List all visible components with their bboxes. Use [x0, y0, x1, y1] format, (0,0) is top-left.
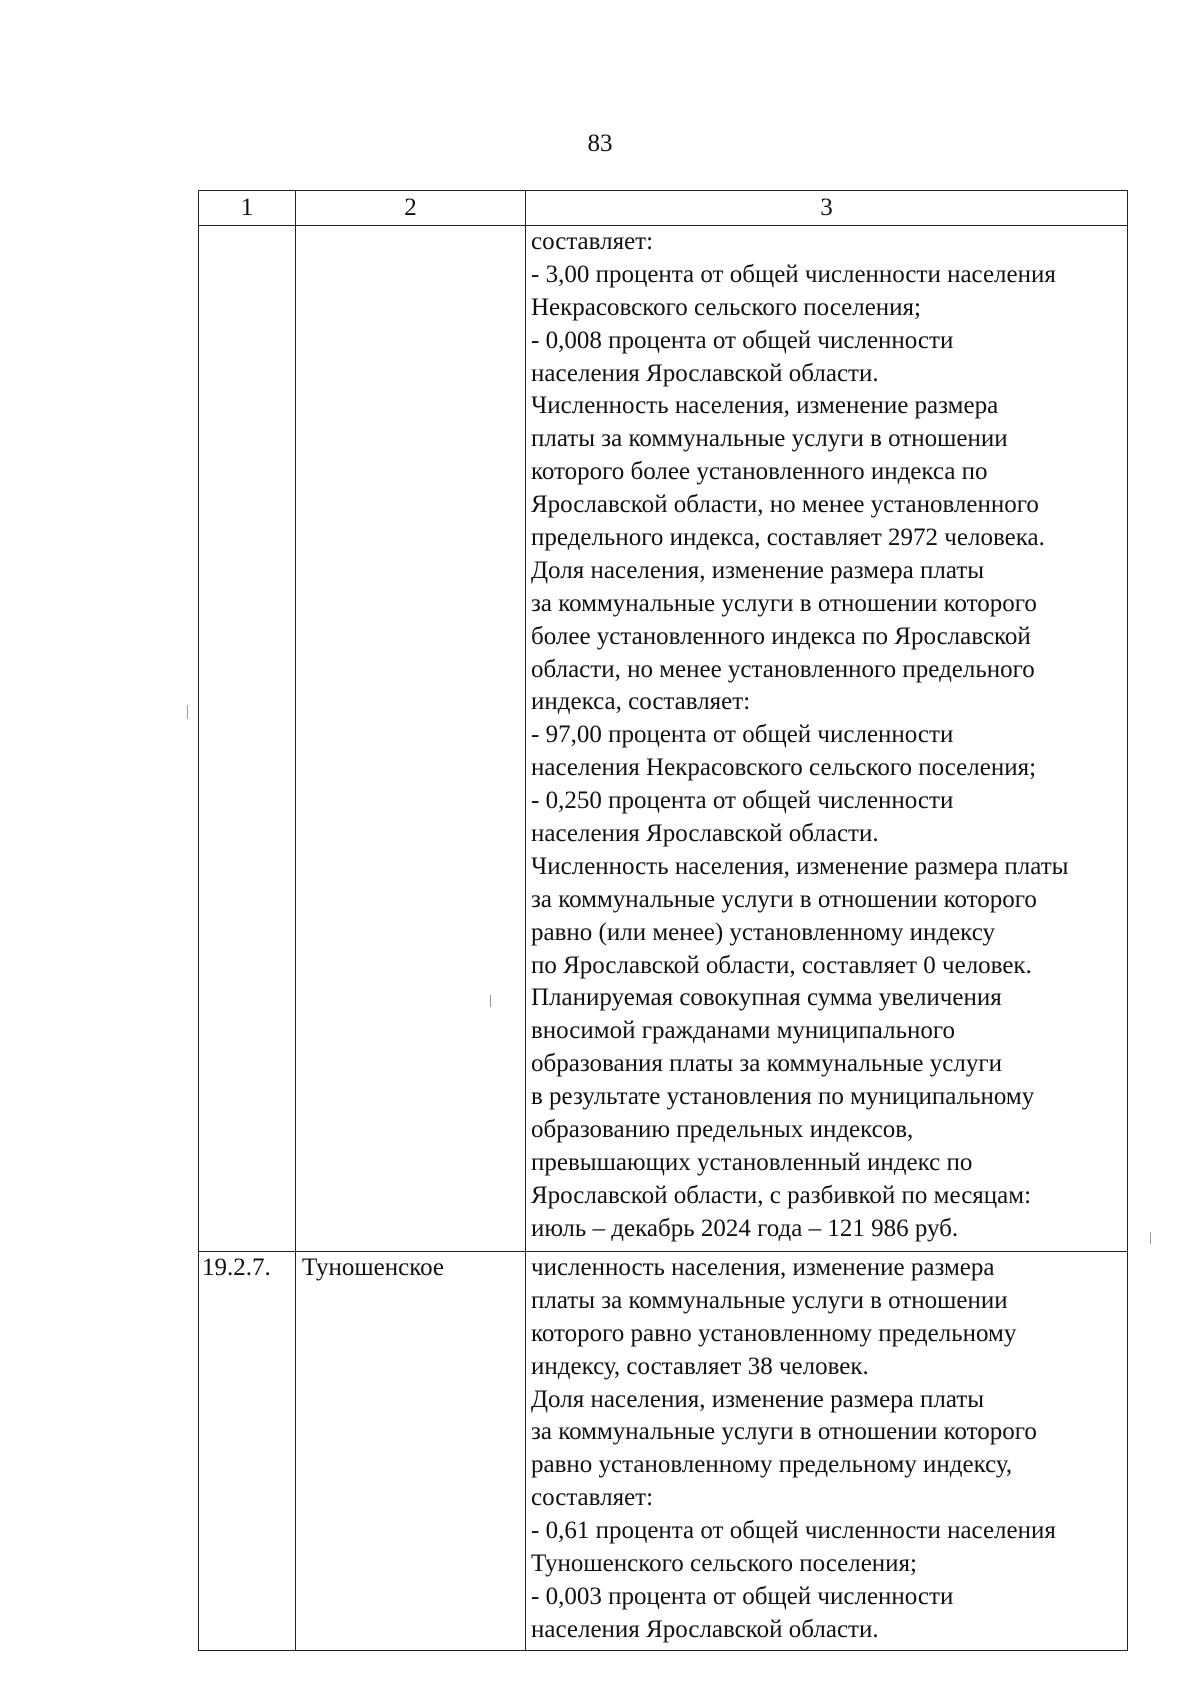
table-row: [199, 1252, 1128, 1651]
text-line: населения Ярославской области.: [531, 820, 879, 848]
text-line: превышающих установленный индекс по: [531, 1148, 973, 1176]
document-table: [198, 190, 1128, 1651]
scan-artifact-mark: [1150, 1232, 1151, 1244]
row-number-cell: [199, 226, 296, 1252]
row-number: 19.2.7.: [202, 1254, 271, 1281]
text-line: Численность населения, изменение размера платы: [531, 852, 1069, 880]
text-line: области, но менее установленного предельного: [531, 655, 1035, 683]
settlement-name: Туношенское: [302, 1254, 445, 1281]
text-line: за коммунальные услуги в отношении которого: [531, 589, 1037, 617]
text-line: Планируемая совокупная сумма увеличения: [531, 984, 1002, 1012]
text-line: составляет:: [531, 228, 654, 255]
text-line: населения Ярославской области.: [531, 359, 879, 387]
text-line: предельного индекса, составляет 2972 человека.: [531, 524, 1045, 552]
description-cell: [526, 226, 1128, 1252]
table-body: [199, 226, 1128, 1651]
text-line: июль – декабрь 2024 года – 121 986 руб.: [531, 1214, 959, 1242]
description-cell: [526, 1252, 1128, 1651]
scan-artifact-mark: [187, 705, 188, 719]
text-line: Некрасовского сельского поселения;: [531, 293, 922, 321]
description-text: [526, 1252, 1127, 1647]
text-line: платы за коммунальные услуги в отношении: [531, 425, 1008, 453]
text-line: образования платы за коммунальные услуги: [531, 1050, 1002, 1078]
description-text: [526, 226, 1127, 1246]
text-line: - 0,61 процента от общей численности населения: [531, 1517, 1056, 1545]
text-line: платы за коммунальные услуги в отношении: [531, 1286, 1008, 1314]
text-line: - 0,008 процента от общей численности: [531, 326, 954, 354]
text-line: которого более установленного индекса по: [531, 458, 988, 486]
text-line: Доля населения, изменение размера платы: [531, 556, 985, 584]
text-line: в результате установления по муниципальному: [531, 1083, 1035, 1111]
text-line: составляет:: [531, 1484, 654, 1512]
text-line: - 0,250 процента от общей численности: [531, 787, 954, 815]
text-line: населения Некрасовского сельского поселения;: [531, 754, 1037, 782]
text-line: равно установленному предельному индексу,: [531, 1451, 1013, 1479]
settlement-name-cell: [296, 1252, 526, 1651]
text-line: равно (или менее) установленному индексу: [531, 918, 995, 946]
text-line: Ярославской области, но менее установленного: [531, 491, 1039, 519]
text-line: - 3,00 процента от общей численности населения: [531, 260, 1056, 288]
text-line: более установленного индекса по Ярославской: [531, 622, 1031, 650]
column-header-2: 2: [296, 191, 526, 226]
text-line: вносимой гражданами муниципального: [531, 1017, 956, 1045]
text-line: индексу, составляет 38 человек.: [531, 1352, 869, 1380]
table-row: [199, 226, 1128, 1252]
column-header-3: 3: [526, 191, 1128, 226]
text-line: Численность населения, изменение размера: [531, 392, 999, 420]
text-line: населения Ярославской области.: [531, 1615, 879, 1643]
settlement-name-cell: [296, 226, 526, 1252]
column-header-1: 1: [199, 191, 296, 226]
text-line: численность населения, изменение размера: [531, 1254, 995, 1281]
text-line: индекса, составляет:: [531, 688, 751, 716]
text-line: которого равно установленному предельному: [531, 1319, 1017, 1347]
text-line: - 0,003 процента от общей численности: [531, 1582, 954, 1610]
text-line: - 97,00 процента от общей численности: [531, 721, 954, 749]
text-line: за коммунальные услуги в отношении которого: [531, 885, 1037, 913]
text-line: Туношенского сельского поселения;: [531, 1550, 917, 1578]
text-line: образованию предельных индексов,: [531, 1116, 914, 1144]
scan-artifact-mark: [490, 995, 491, 1007]
page-number: 83: [587, 130, 613, 157]
row-number-cell: [199, 1252, 296, 1651]
text-line: по Ярославской области, составляет 0 человек.: [531, 951, 1032, 979]
text-line: Доля населения, изменение размера платы: [531, 1385, 985, 1413]
text-line: Ярославской области, с разбивкой по месяцам:: [531, 1181, 1032, 1209]
table-header-row: [199, 191, 1128, 226]
text-line: за коммунальные услуги в отношении которого: [531, 1418, 1037, 1446]
